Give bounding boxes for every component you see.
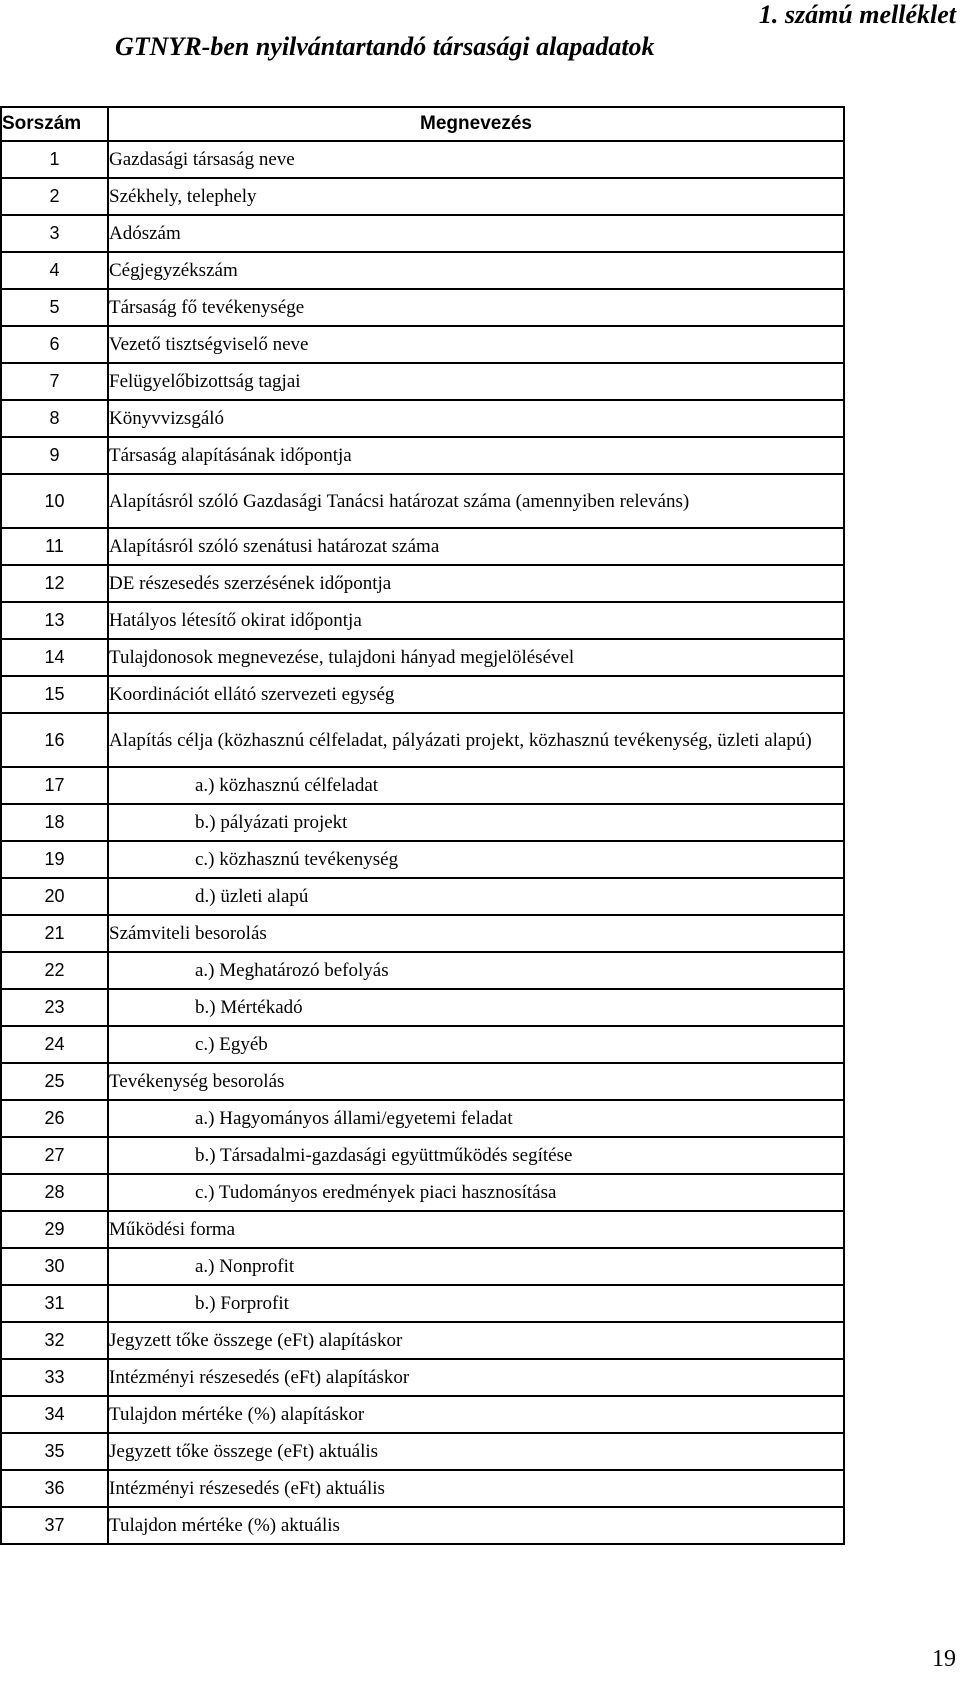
row-name: Társaság alapításának időpontja <box>108 437 844 474</box>
table-row <box>1 1211 844 1248</box>
table-row <box>1 1100 844 1137</box>
row-number: 3 <box>1 215 108 252</box>
table-body <box>1 141 844 1544</box>
column-header-number: Sorszám <box>1 107 108 141</box>
table-row <box>1 878 844 915</box>
table-row <box>1 602 844 639</box>
table-row <box>1 1174 844 1211</box>
row-number: 37 <box>1 1507 108 1544</box>
table-row <box>1 437 844 474</box>
page-number: 19 <box>932 1646 956 1672</box>
row-name: b.) pályázati projekt <box>108 804 844 841</box>
row-number: 11 <box>1 528 108 565</box>
row-number: 24 <box>1 1026 108 1063</box>
row-name: Intézményi részesedés (eFt) aktuális <box>108 1470 844 1507</box>
row-name: Cégjegyzékszám <box>108 252 844 289</box>
row-name: Számviteli besorolás <box>108 915 844 952</box>
row-name: Alapítás célja (közhasznú célfeladat, pályázati projekt, közhasznú tevékenység, üzleti alapú) <box>108 713 844 767</box>
table-row <box>1 1507 844 1544</box>
row-number: 21 <box>1 915 108 952</box>
table-row <box>1 289 844 326</box>
row-name: Tulajdon mértéke (%) alapításkor <box>108 1396 844 1433</box>
row-number: 29 <box>1 1211 108 1248</box>
row-name: Intézményi részesedés (eFt) alapításkor <box>108 1359 844 1396</box>
table-row <box>1 1396 844 1433</box>
row-number: 2 <box>1 178 108 215</box>
row-name: c.) közhasznú tevékenység <box>108 841 844 878</box>
row-name: Gazdasági társaság neve <box>108 141 844 178</box>
table-row <box>1 804 844 841</box>
table-row <box>1 1137 844 1174</box>
row-number: 5 <box>1 289 108 326</box>
row-name: b.) Forprofit <box>108 1285 844 1322</box>
row-number: 9 <box>1 437 108 474</box>
row-number: 13 <box>1 602 108 639</box>
row-number: 33 <box>1 1359 108 1396</box>
row-number: 35 <box>1 1433 108 1470</box>
table-row <box>1 952 844 989</box>
company-data-table <box>0 106 845 1545</box>
row-number: 8 <box>1 400 108 437</box>
row-number: 15 <box>1 676 108 713</box>
row-number: 19 <box>1 841 108 878</box>
row-name: Alapításról szóló Gazdasági Tanácsi határozat száma (amennyiben releváns) <box>108 474 844 528</box>
row-number: 30 <box>1 1248 108 1285</box>
row-number: 16 <box>1 713 108 767</box>
row-name: Alapításról szóló szenátusi határozat száma <box>108 528 844 565</box>
row-name: c.) Tudományos eredmények piaci hasznosítása <box>108 1174 844 1211</box>
row-name: d.) üzleti alapú <box>108 878 844 915</box>
row-number: 26 <box>1 1100 108 1137</box>
table-row <box>1 141 844 178</box>
table-row <box>1 215 844 252</box>
row-name: Jegyzett tőke összege (eFt) aktuális <box>108 1433 844 1470</box>
annex-label: 1. számú melléklet <box>758 0 956 29</box>
row-name: Koordinációt ellátó szervezeti egység <box>108 676 844 713</box>
table-row <box>1 1359 844 1396</box>
row-name: Felügyelőbizottság tagjai <box>108 363 844 400</box>
table-row <box>1 363 844 400</box>
row-number: 18 <box>1 804 108 841</box>
row-number: 27 <box>1 1137 108 1174</box>
table-row <box>1 841 844 878</box>
row-number: 31 <box>1 1285 108 1322</box>
table-row <box>1 639 844 676</box>
row-number: 10 <box>1 474 108 528</box>
row-name: Tevékenység besorolás <box>108 1063 844 1100</box>
row-name: Tulajdon mértéke (%) aktuális <box>108 1507 844 1544</box>
table-row <box>1 1433 844 1470</box>
table-row <box>1 767 844 804</box>
table-row <box>1 713 844 767</box>
row-name: Adószám <box>108 215 844 252</box>
row-name: a.) Hagyományos állami/egyetemi feladat <box>108 1100 844 1137</box>
column-header-name: Megnevezés <box>108 107 844 141</box>
row-number: 20 <box>1 878 108 915</box>
table-row <box>1 1470 844 1507</box>
row-number: 28 <box>1 1174 108 1211</box>
row-name: c.) Egyéb <box>108 1026 844 1063</box>
table-row <box>1 178 844 215</box>
row-number: 4 <box>1 252 108 289</box>
row-name: Társaság fő tevékenysége <box>108 289 844 326</box>
row-number: 22 <box>1 952 108 989</box>
row-number: 32 <box>1 1322 108 1359</box>
row-number: 12 <box>1 565 108 602</box>
table-header-row <box>1 107 844 141</box>
row-number: 17 <box>1 767 108 804</box>
table-row <box>1 1026 844 1063</box>
row-name: b.) Mértékadó <box>108 989 844 1026</box>
table-row <box>1 528 844 565</box>
row-name: Vezető tisztségviselő neve <box>108 326 844 363</box>
row-name: a.) közhasznú célfeladat <box>108 767 844 804</box>
table-row <box>1 400 844 437</box>
row-name: Működési forma <box>108 1211 844 1248</box>
row-name: Könyvvizsgáló <box>108 400 844 437</box>
row-name: Tulajdonosok megnevezése, tulajdoni hányad megjelölésével <box>108 639 844 676</box>
row-number: 1 <box>1 141 108 178</box>
table-row <box>1 915 844 952</box>
row-number: 14 <box>1 639 108 676</box>
table-row <box>1 1322 844 1359</box>
table-row <box>1 1248 844 1285</box>
row-name: a.) Meghatározó befolyás <box>108 952 844 989</box>
table-row <box>1 565 844 602</box>
row-name: Jegyzett tőke összege (eFt) alapításkor <box>108 1322 844 1359</box>
table-row <box>1 252 844 289</box>
table-row <box>1 326 844 363</box>
table-row <box>1 676 844 713</box>
table-row <box>1 474 844 528</box>
row-number: 25 <box>1 1063 108 1100</box>
row-number: 7 <box>1 363 108 400</box>
row-number: 36 <box>1 1470 108 1507</box>
table-row <box>1 989 844 1026</box>
table-row <box>1 1063 844 1100</box>
row-number: 6 <box>1 326 108 363</box>
row-name: Hatályos létesítő okirat időpontja <box>108 602 844 639</box>
table-row <box>1 1285 844 1322</box>
row-name: b.) Társadalmi-gazdasági együttműködés segítése <box>108 1137 844 1174</box>
row-name: Székhely, telephely <box>108 178 844 215</box>
row-number: 34 <box>1 1396 108 1433</box>
document-title: GTNYR-ben nyilvántartandó társasági alapadatok <box>115 32 655 61</box>
row-name: DE részesedés szerzésének időpontja <box>108 565 844 602</box>
row-number: 23 <box>1 989 108 1026</box>
row-name: a.) Nonprofit <box>108 1248 844 1285</box>
